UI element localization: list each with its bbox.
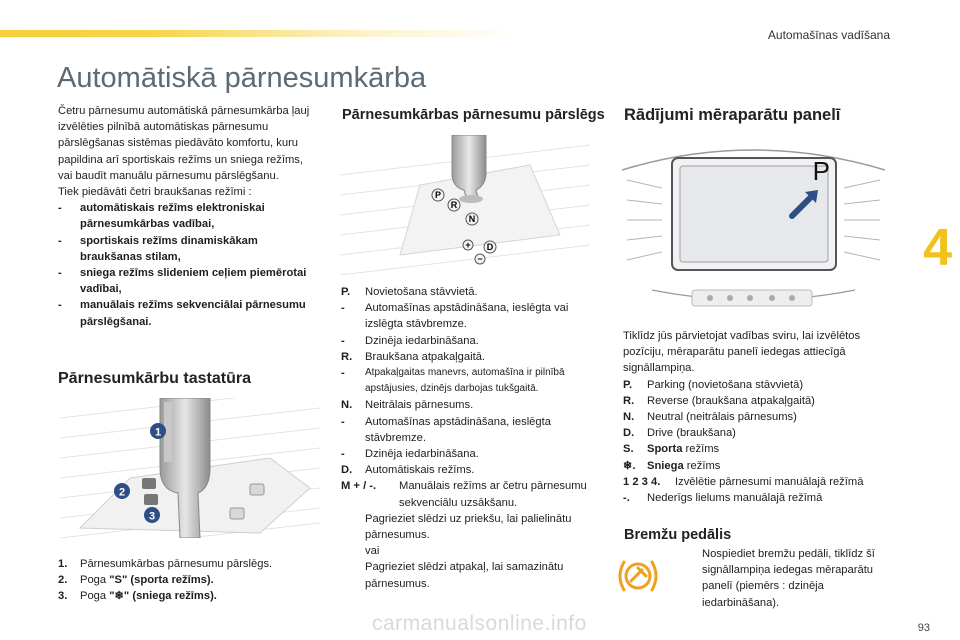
keypad-illustration bbox=[60, 398, 320, 538]
gate-position-d bbox=[484, 241, 496, 253]
chapter-number: 4 bbox=[923, 219, 952, 277]
selector-line: D. Automātiskais režīms. bbox=[341, 464, 475, 477]
mode-item: - sniega režīms slideniem ceļiem piemērotai vadībai, bbox=[58, 267, 307, 296]
manual-mode-line: M + / -. Manuālais režīms ar četru pārnesumu sekvenciālu uzsākšanu. bbox=[341, 480, 587, 509]
dash-line: R. Reverse (braukšana atpakaļgaitā) bbox=[623, 394, 815, 407]
brake-pedal-warning-icon bbox=[616, 556, 660, 596]
svg-text:2: 2 bbox=[118, 486, 126, 499]
selector-legend bbox=[341, 284, 603, 592]
selector-line: - Dzinēja iedarbināšana. bbox=[341, 448, 479, 461]
display-gear-letter: P bbox=[812, 156, 830, 186]
svg-text:N: N bbox=[468, 214, 476, 224]
hint-or: vai bbox=[365, 545, 380, 558]
instrument-panel-illustration bbox=[622, 140, 885, 310]
header-accent-bar bbox=[0, 30, 520, 37]
svg-text:−: − bbox=[477, 254, 483, 264]
selector-line: R. Braukšana atpakaļgaitā. bbox=[341, 350, 486, 363]
selector-line: P. Novietošana stāvvietā. bbox=[341, 286, 478, 298]
mode-item: - automātiskais režīms elektroniskai pārnesumkārbas vadībai, bbox=[58, 202, 265, 231]
selector-line: N. Neitrālais pārnesums. bbox=[341, 399, 474, 412]
gate-position-minus bbox=[475, 254, 485, 264]
page-title: Automātiskā pārnesumkārba bbox=[57, 62, 427, 94]
selector-heading: Pārnesumkārbas pārnesumu pārslēgs bbox=[342, 107, 605, 123]
intro-modes-lead: Tiek piedāvāti četri braukšanas režīmi : bbox=[58, 186, 252, 199]
gate-position-plus bbox=[463, 240, 473, 250]
selector-line: - Automašīnas apstādināšana, ieslēgta stāvbremze. bbox=[341, 415, 551, 444]
svg-text:R: R bbox=[450, 200, 458, 210]
intro-paragraph: Četru pārnesumu automātiskā pārnesumkārba ļauj izvēlēties pilnībā automātiskas pārnesumu pārslēgšanas sistēmas piedāvāto komfortu, kuru papildina arī sportiskais režīms un sniega režīms, vai baudīt manuālu pārnesumu pārslēgšanu. bbox=[58, 105, 310, 182]
section-header: Automašīnas vadīšana bbox=[767, 28, 890, 42]
svg-text:1: 1 bbox=[154, 426, 162, 439]
dash-heading: Rādījumi mēraparātu panelī bbox=[624, 106, 841, 124]
selector-line: - Dzinēja iedarbināšana. bbox=[341, 334, 479, 347]
brake-text-block bbox=[678, 546, 878, 611]
brake-hint: Nospiediet bremžu pedāli, tiklīdz šī signāllampiņa iedegas mēraparātu panelī (piemērs : dzinēja iedarbināšana). bbox=[702, 548, 875, 609]
dash-manual-line: 1 2 3 4. Izvēlētie pārnesumi manuālajā režīmā bbox=[623, 475, 864, 488]
brake-heading: Bremžu pedālis bbox=[624, 527, 732, 543]
callout-1 bbox=[150, 423, 166, 439]
intro-text bbox=[58, 103, 320, 330]
dash-line: P. Parking (novietošana stāvvietā) bbox=[623, 378, 804, 391]
keypad-item-1: 1. Pārnesumkārbas pārnesumu pārslēgs. bbox=[58, 558, 273, 570]
svg-text:3: 3 bbox=[148, 510, 156, 523]
dash-snow-line: ❄. Sniega režīms bbox=[623, 459, 721, 472]
svg-text:D: D bbox=[486, 242, 494, 252]
selector-illustration bbox=[340, 135, 590, 275]
watermark: carmanualsonline.info bbox=[372, 612, 587, 635]
dash-paragraph: Tiklīdz jūs pārvietojat vadības sviru, lai izvēlētos pozīciju, mēraparātu panelī iedegas attiecīgā signāllampiņa. bbox=[623, 330, 861, 375]
dash-line: D. Drive (braukšana) bbox=[623, 427, 736, 440]
mode-item: - sportiskais režīms dinamiskākam braukšanas stilam, bbox=[58, 234, 258, 263]
dash-line: N. Neutral (neitrālais pārnesums) bbox=[623, 411, 797, 424]
svg-text:+: + bbox=[465, 240, 471, 250]
keypad-item-2: 2. Poga "S" (sporta režīms). bbox=[58, 574, 214, 587]
gate-position-r bbox=[448, 199, 460, 211]
page-number: 93 bbox=[917, 622, 930, 634]
keypad-item-3: 3. Poga "❄" (sniega režīms). bbox=[58, 590, 217, 603]
hint-shift-up: Pagrieziet slēdzi uz priekšu, lai palielinātu pārnesumus. bbox=[365, 512, 572, 542]
mode-item: - manuālais režīms sekvenciālai pārnesumu pārslēgšanai. bbox=[58, 299, 306, 328]
hint-shift-down: Pagrieziet slēdzi atpakaļ, lai samazinātu pārnesumus. bbox=[365, 561, 564, 590]
keypad-legend bbox=[58, 556, 320, 605]
gate-position-p bbox=[432, 189, 444, 201]
dash-sport-line: S. Sporta režīms bbox=[623, 443, 720, 456]
selector-line: - Atpakaļgaitas manevrs, automašīna ir pilnībā apstājusies, dzinējs darbojas tukšgaitā. bbox=[341, 367, 565, 395]
keypad-heading: Pārnesumkārbu tastatūra bbox=[58, 370, 251, 387]
dash-legend bbox=[623, 328, 885, 506]
svg-text:P: P bbox=[434, 190, 442, 200]
callout-3 bbox=[144, 507, 160, 523]
selector-line: - Automašīnas apstādināšana, ieslēgta vai izslēgta stāvbremze. bbox=[341, 302, 569, 331]
gate-position-n bbox=[466, 213, 478, 225]
dash-invalid-line: -. Nederīgs lielums manuālajā režīmā bbox=[623, 492, 823, 505]
callout-2 bbox=[114, 483, 130, 499]
